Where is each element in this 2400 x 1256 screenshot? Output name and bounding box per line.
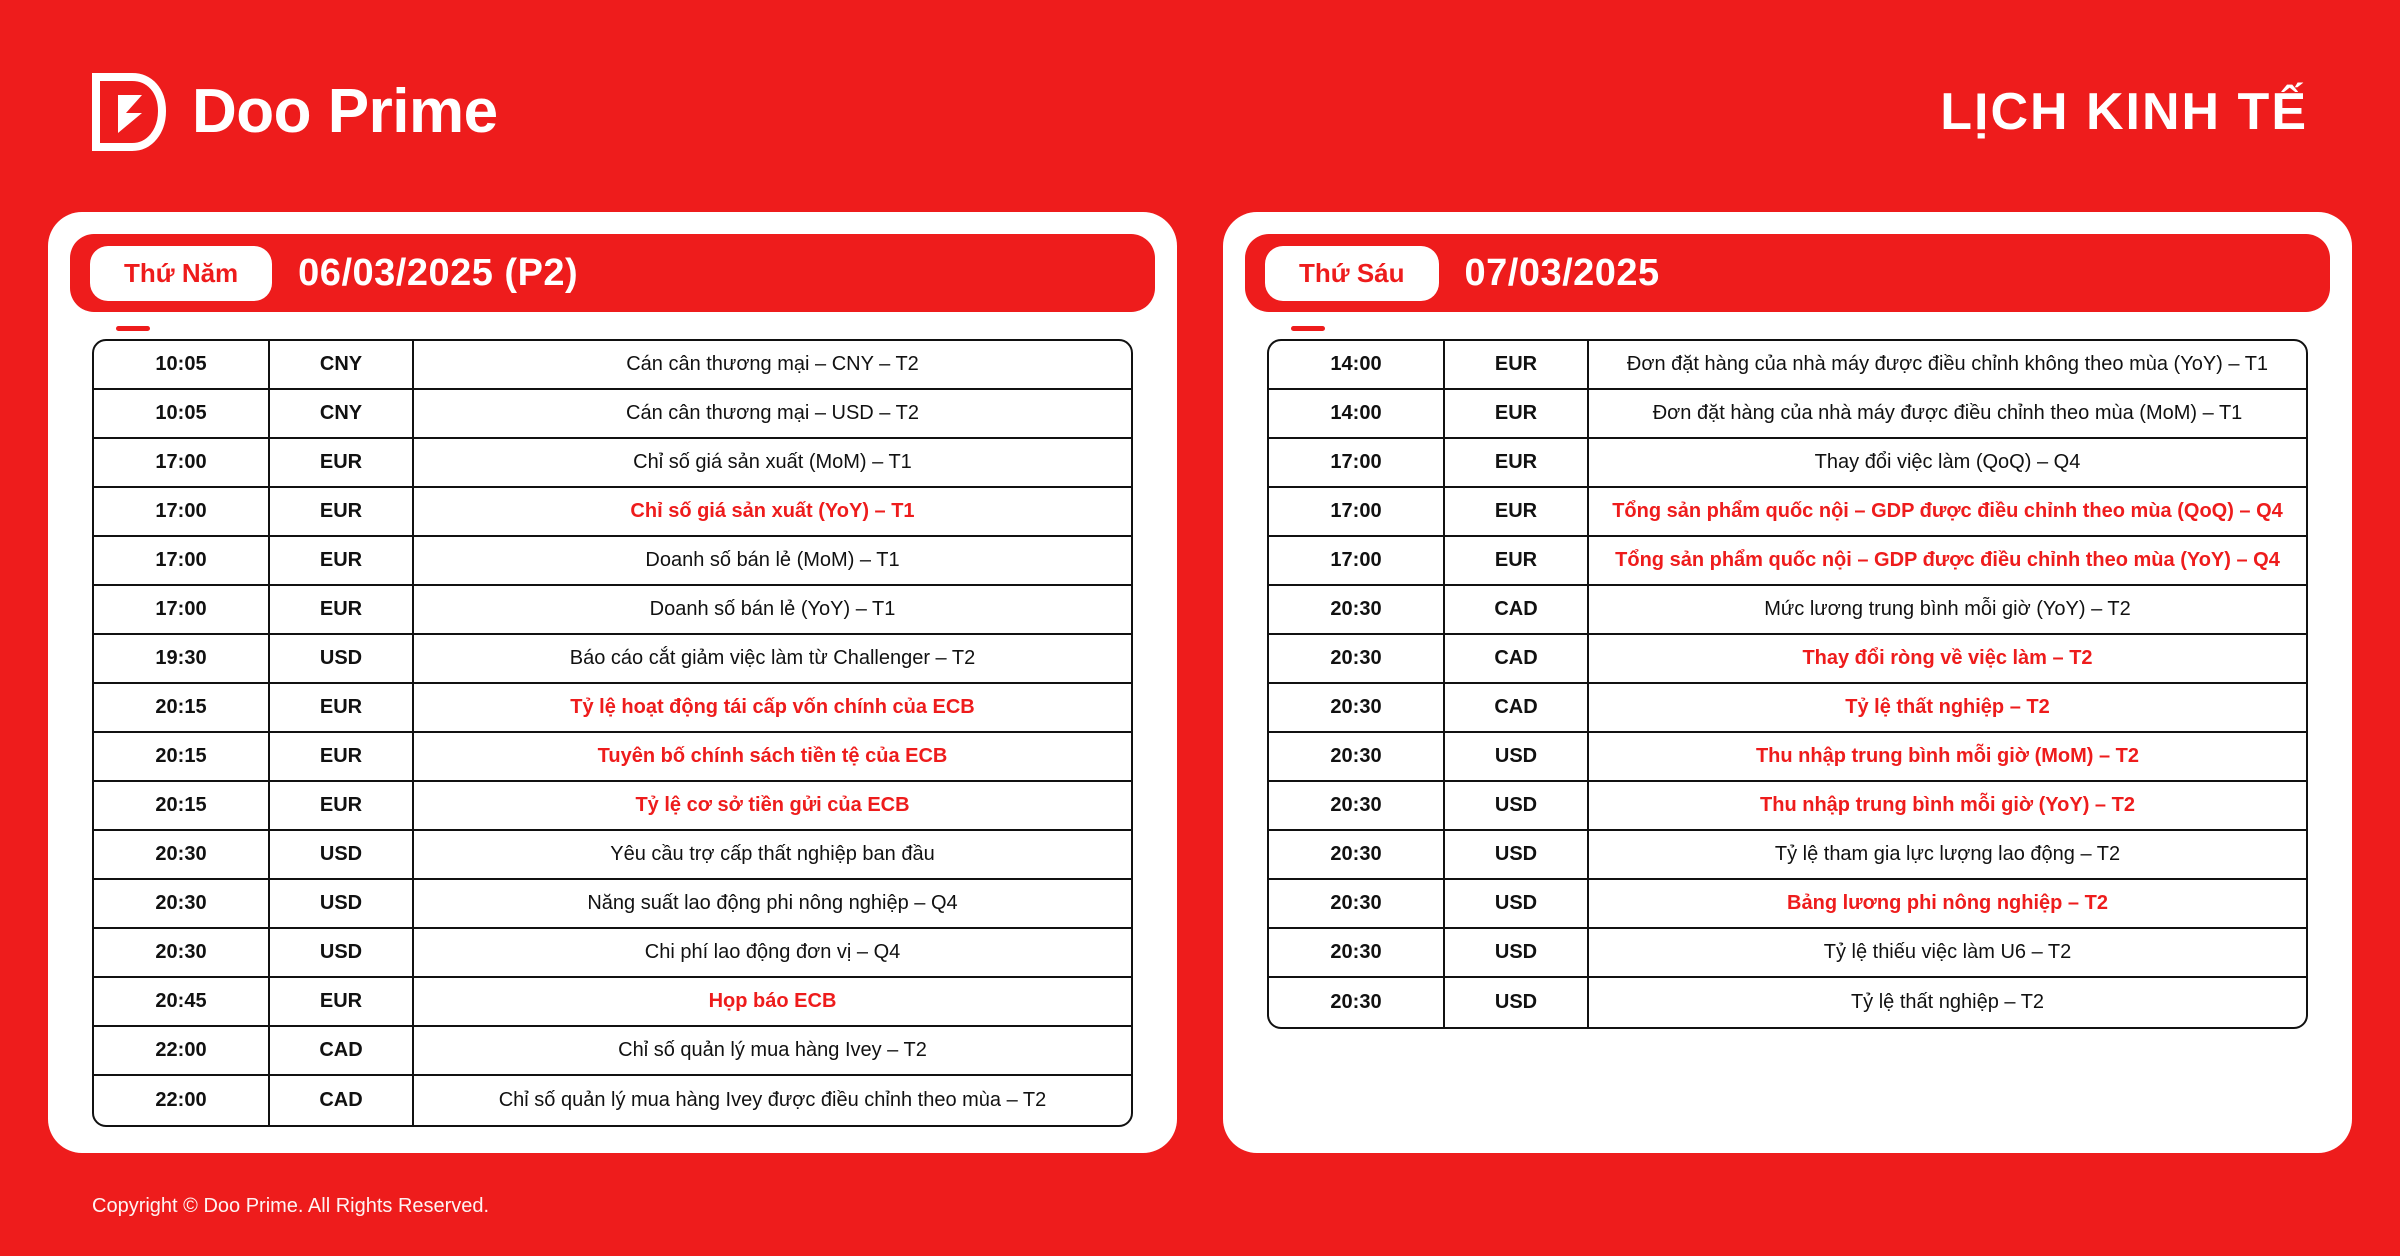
event-name: Mức lương trung bình mỗi giờ (YoY) – T2 [1764, 598, 2131, 620]
event-currency: USD [270, 831, 414, 878]
event-currency: EUR [270, 733, 414, 780]
event-currency: USD [1445, 733, 1589, 780]
table-row [94, 1027, 1131, 1076]
page-title: LỊCH KINH TẾ [1940, 83, 2308, 141]
table-row [94, 1076, 1131, 1125]
event-name: Thu nhập trung bình mỗi giờ (MoM) – T2 [1755, 745, 2140, 767]
event-name: Báo cáo cắt giảm việc làm từ Challenger – T2 [569, 647, 976, 669]
event-name: Thay đổi ròng về việc làm – T2 [1802, 647, 2093, 669]
event-name: Chỉ số quản lý mua hàng Ivey – T2 [618, 1039, 927, 1061]
table-row [1269, 782, 2306, 831]
table-row [94, 831, 1131, 880]
table-row [94, 978, 1131, 1027]
event-time: 20:30 [94, 929, 270, 976]
event-time: 17:00 [94, 488, 270, 535]
event-time: 22:00 [94, 1027, 270, 1074]
event-name: Doanh số bán lẻ (MoM) – T1 [645, 549, 900, 571]
calendar-card-friday [1223, 212, 2352, 1153]
date-label: 06/03/2025 (P2) [298, 251, 579, 294]
event-currency: CNY [270, 341, 414, 388]
event-currency: EUR [270, 439, 414, 486]
event-name: Tỷ lệ thiếu việc làm U6 – T2 [1823, 941, 2072, 963]
table-row [1269, 978, 2306, 1027]
event-name: Đơn đặt hàng của nhà máy được điều chỉnh không theo mùa (YoY) – T1 [1626, 353, 2269, 375]
event-time: 17:00 [1269, 488, 1445, 535]
date-bar [70, 234, 1155, 312]
table-row [1269, 488, 2306, 537]
event-name: Tỷ lệ tham gia lực lượng lao động – T2 [1774, 843, 2121, 865]
brand-name: Doo Prime [192, 77, 498, 146]
table-row [1269, 733, 2306, 782]
event-currency: EUR [270, 978, 414, 1025]
event-currency: EUR [270, 537, 414, 584]
event-time: 20:30 [1269, 782, 1445, 829]
event-currency: EUR [270, 782, 414, 829]
event-name: Tỷ lệ cơ sở tiền gửi của ECB [635, 794, 910, 816]
event-time: 20:30 [1269, 831, 1445, 878]
event-currency: EUR [1445, 537, 1589, 584]
table-row [1269, 390, 2306, 439]
event-currency: EUR [1445, 341, 1589, 388]
event-name: Tuyên bố chính sách tiền tệ của ECB [597, 745, 948, 767]
doo-prime-logo-icon [92, 73, 166, 151]
event-name: Chỉ số quản lý mua hàng Ivey được điều chỉnh theo mùa – T2 [498, 1089, 1047, 1111]
event-currency: CNY [270, 390, 414, 437]
event-currency: CAD [1445, 684, 1589, 731]
table-row [94, 586, 1131, 635]
table-row [1269, 439, 2306, 488]
table-row [1269, 537, 2306, 586]
event-time: 20:15 [94, 733, 270, 780]
event-time: 20:30 [1269, 929, 1445, 976]
event-currency: CAD [1445, 635, 1589, 682]
date-label: 07/03/2025 [1464, 251, 1660, 294]
day-label: Thứ Sáu [1265, 246, 1439, 301]
event-time: 20:30 [1269, 733, 1445, 780]
event-name: Họp báo ECB [708, 990, 837, 1012]
event-time: 20:30 [1269, 684, 1445, 731]
accent-underline [1291, 326, 1325, 331]
event-name: Năng suất lao động phi nông nghiệp – Q4 [587, 892, 958, 914]
event-currency: CAD [270, 1076, 414, 1125]
table-row [1269, 929, 2306, 978]
table-row [1269, 880, 2306, 929]
event-time: 20:45 [94, 978, 270, 1025]
event-currency: USD [1445, 782, 1589, 829]
event-name: Thay đổi việc làm (QoQ) – Q4 [1814, 451, 2081, 473]
accent-underline [116, 326, 150, 331]
event-name: Tỷ lệ thất nghiệp – T2 [1845, 696, 2050, 718]
event-currency: USD [1445, 831, 1589, 878]
table-row [1269, 586, 2306, 635]
event-currency: EUR [270, 488, 414, 535]
event-name: Tỷ lệ thất nghiệp – T2 [1850, 991, 2045, 1013]
event-currency: EUR [1445, 439, 1589, 486]
brand [92, 73, 498, 151]
event-currency: CAD [1445, 586, 1589, 633]
event-name: Cán cân thương mại – CNY – T2 [626, 353, 919, 375]
day-label: Thứ Năm [90, 246, 272, 301]
event-time: 10:05 [94, 341, 270, 388]
event-time: 17:00 [94, 537, 270, 584]
event-name: Cán cân thương mại – USD – T2 [626, 402, 919, 424]
event-time: 20:30 [94, 831, 270, 878]
table-row [1269, 684, 2306, 733]
table-row [94, 684, 1131, 733]
event-currency: USD [1445, 978, 1589, 1027]
event-time: 20:30 [1269, 978, 1445, 1027]
event-currency: USD [1445, 880, 1589, 927]
table-row [94, 733, 1131, 782]
events-table [1267, 339, 2308, 1029]
event-currency: EUR [1445, 488, 1589, 535]
event-name: Yêu cầu trợ cấp thất nghiệp ban đầu [610, 843, 935, 865]
event-currency: CAD [270, 1027, 414, 1074]
footer-copyright: Copyright © Doo Prime. All Rights Reserved. [92, 1195, 490, 1217]
event-currency: USD [270, 880, 414, 927]
event-currency: USD [1445, 929, 1589, 976]
event-currency: USD [270, 635, 414, 682]
event-time: 20:30 [1269, 880, 1445, 927]
event-currency: EUR [1445, 390, 1589, 437]
event-name: Tổng sản phẩm quốc nội – GDP được điều chỉnh theo mùa (YoY) – Q4 [1615, 549, 2280, 571]
event-time: 10:05 [94, 390, 270, 437]
event-time: 22:00 [94, 1076, 270, 1125]
table-row [1269, 635, 2306, 684]
table-row [94, 488, 1131, 537]
events-table [92, 339, 1133, 1127]
event-currency: EUR [270, 586, 414, 633]
page-header [92, 62, 2308, 162]
event-name: Chi phí lao động đơn vị – Q4 [644, 941, 901, 963]
event-name: Chỉ số giá sản xuất (YoY) – T1 [630, 500, 915, 522]
event-currency: EUR [270, 684, 414, 731]
calendar-columns [48, 212, 2352, 1153]
event-name: Chỉ số giá sản xuất (MoM) – T1 [633, 451, 912, 473]
event-time: 20:15 [94, 684, 270, 731]
table-row [94, 390, 1131, 439]
event-time: 19:30 [94, 635, 270, 682]
event-time: 14:00 [1269, 341, 1445, 388]
event-time: 17:00 [1269, 439, 1445, 486]
event-time: 17:00 [1269, 537, 1445, 584]
event-time: 20:30 [1269, 586, 1445, 633]
event-name: Bảng lương phi nông nghiệp – T2 [1787, 892, 2108, 914]
table-row [1269, 341, 2306, 390]
event-name: Tỷ lệ hoạt động tái cấp vốn chính của ECB [570, 696, 975, 718]
table-row [94, 929, 1131, 978]
event-name: Đơn đặt hàng của nhà máy được điều chỉnh theo mùa (MoM) – T1 [1652, 402, 2243, 424]
event-time: 20:15 [94, 782, 270, 829]
event-name: Thu nhập trung bình mỗi giờ (YoY) – T2 [1760, 794, 2135, 816]
event-time: 17:00 [94, 586, 270, 633]
table-row [94, 880, 1131, 929]
table-row [94, 439, 1131, 488]
event-name: Tổng sản phẩm quốc nội – GDP được điều chỉnh theo mùa (QoQ) – Q4 [1612, 500, 2283, 522]
event-time: 20:30 [94, 880, 270, 927]
event-time: 14:00 [1269, 390, 1445, 437]
event-time: 20:30 [1269, 635, 1445, 682]
table-row [94, 537, 1131, 586]
event-currency: USD [270, 929, 414, 976]
calendar-card-thursday [48, 212, 1177, 1153]
date-bar [1245, 234, 2330, 312]
event-name: Doanh số bán lẻ (YoY) – T1 [649, 598, 896, 620]
table-row [1269, 831, 2306, 880]
table-row [94, 782, 1131, 831]
event-time: 17:00 [94, 439, 270, 486]
table-row [94, 341, 1131, 390]
table-row [94, 635, 1131, 684]
